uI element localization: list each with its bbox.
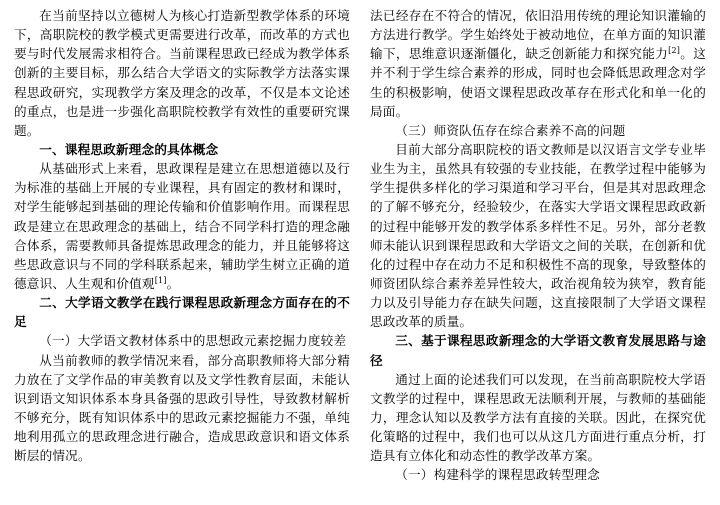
paragraph-concept — [14, 159, 350, 293]
section-heading-3: 三、基于课程思政新理念的大学语文教育发展思路与途径 — [370, 333, 706, 368]
paragraph-continued-tail: 。这并不利于学生综合素养的形成，同时也会降低思政理念对学生的积极影响，使语文课程思政改革存在形式化和单一化的局面。 — [370, 46, 706, 119]
right-column — [370, 6, 706, 501]
subsection-heading-3-1: （一）构建科学的课程思政转型理念 — [395, 467, 600, 483]
left-column — [14, 6, 350, 501]
paragraph-development: 通过上面的论述我们可以发现，在当前高职院校大学语文教学的过程中，课程思政无法顺利开展，与教师的基础能力，理念认知以及教学方法有直接的关联。因此，在探究优化策略的过程中，我们也可以从这几方面进行重点分析，打造具有立体化和动态性的教学改革方案。 — [370, 371, 706, 464]
section-heading-1: 一、课程思政新理念的具体概念 — [39, 141, 219, 157]
paragraph-continued-text: 法已经存在不符合的情况，依旧沿用传统的理论知识灌输的方法进行教学。学生始终处于被动地位，在单方面的知识灌输下，思维意识逐渐僵化，缺乏创新能力和探究能力 — [370, 8, 706, 62]
paragraph-continued — [370, 6, 706, 121]
paragraph-intro: 在当前坚持以立德树人为核心打造新型教学体系的环境下，高职院校的教学模式更需要进行改革，而改革的方式也要与时代发展需求相符合。当前课程思政已经成为教学体系创新的主要目标，那么结合大学语文的实际教学方法落实课程思政研究，实现教学方案及理念的改革，不仅是本文论述的重点，也是进一步强化高职院校教学有效性的重要研究课题。 — [14, 8, 350, 138]
paragraph-faculty: 目前大部分高职院校的语文教师是以汉语言文学专业毕业生为主，虽然具有较强的专业技能，在教学过程中能够为学生提供多样化的学习渠道和学习平台，但是其对思政理念的了解不够充分，经验较少，在落实大学语文课程思政政新的过程中能够开发的教学体系多样性不足。另外，部分老教师未能认识到课程思政和大学语文之间的关联，在创新和优化的过程中存在动力不足和积极性不高的现象，导致整体的师资团队综合素养差异性较大，政治视角较为狭窄，教育能力以及引导能力存在缺失问题，这直接限制了大学语文课程思政改革的质量。 — [370, 141, 706, 330]
paragraph-concept-tail: 。 — [166, 275, 180, 291]
citation-marker-1: [1] — [154, 275, 167, 285]
paragraph-concept-text: 从基础形式上来看，思政课程是建立在思想道德以及行为标准的基础上开展的专业课程，具有固定的教材和课时，对学生能够起到基础的理论传输和价值影响作用。而课程思政是建立在思政理念的基础上，结合不同学科打造的理念融合体系，需要教师具备提炼思政理念的能力，并且能够将这些思政意识与不同的学科联系起来，辅助学生树立正确的道德意识、人生观和价值观 — [14, 161, 350, 291]
citation-marker-2: [2] — [668, 46, 681, 56]
section-heading-2: 二、大学语文教学在践行课程思政新理念方面存在的不足 — [14, 295, 350, 330]
paragraph-textbook-analysis: 从当前教师的教学情况来看，部分高职教师将大部分精力放在了文学作品的审美教育以及文学性教育层面，未能认识到语文知识体系本身具备强的思政引导性，导致教材解析不够充分，既有知识体系中的思政元素挖掘能力不强，单纯地利用孤立的思政理念进行融合，造成思政意识和语文体系断层的情况。 — [14, 352, 350, 464]
subsection-heading-2-1: （一）大学语文教材体系中的思想政元素挖掘力度较差 — [39, 333, 347, 349]
subsection-heading-2-3: （三）师资队伍存在综合素养不高的问题 — [395, 122, 626, 138]
